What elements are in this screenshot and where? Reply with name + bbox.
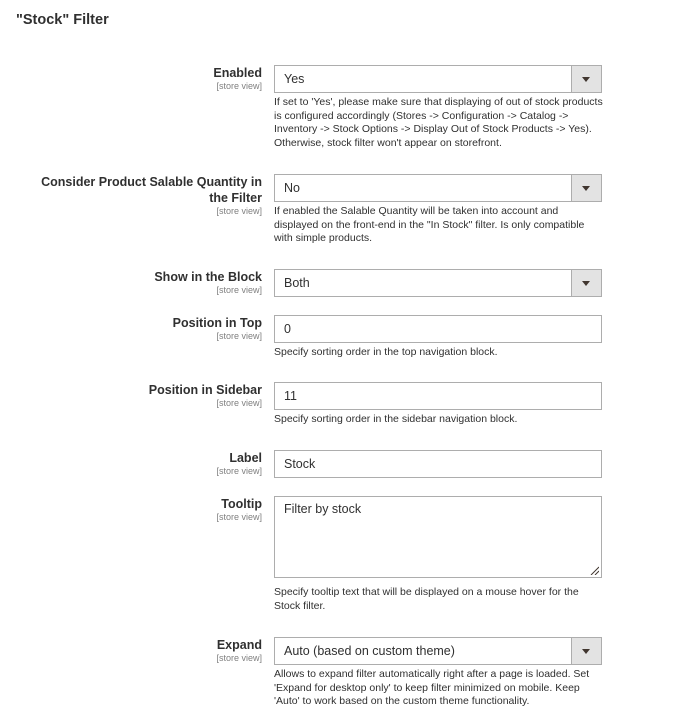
scope-label: [store view] bbox=[216, 81, 262, 91]
scope-label: [store view] bbox=[216, 398, 262, 408]
field-label-tooltip: Tooltip [store view] bbox=[216, 497, 262, 522]
scope-label: [store view] bbox=[216, 206, 262, 216]
position-top-note: Specify sorting order in the top navigation block. bbox=[274, 346, 498, 358]
scope-label: [store view] bbox=[216, 512, 262, 522]
chevron-down-icon[interactable] bbox=[571, 66, 601, 92]
chevron-down-icon[interactable] bbox=[571, 638, 601, 664]
enabled-select[interactable]: Yes bbox=[274, 65, 602, 93]
field-label-position-top: Position in Top [store view] bbox=[172, 316, 262, 341]
scope-label: [store view] bbox=[216, 653, 262, 663]
salable-qty-select[interactable]: No bbox=[274, 174, 602, 202]
field-label-position-sidebar: Position in Sidebar [store view] bbox=[148, 383, 262, 408]
field-label-show-in-block: Show in the Block [store view] bbox=[154, 270, 262, 295]
section-title[interactable]: "Stock" Filter bbox=[16, 12, 109, 28]
scope-label: [store view] bbox=[216, 285, 262, 295]
show-in-block-select[interactable]: Both bbox=[274, 269, 602, 297]
field-label-label: Label [store view] bbox=[216, 451, 262, 476]
resize-grip-icon[interactable] bbox=[589, 565, 599, 575]
position-sidebar-note: Specify sorting order in the sidebar navigation block. bbox=[274, 413, 518, 425]
position-sidebar-input[interactable]: 11 bbox=[274, 382, 602, 410]
enabled-note: If set to 'Yes', please make sure that displaying of out of stock products is configured accordingly (Stores -> Configuration -> Catalog -> Inventory -> Stock Options -> Display Out of Stock Products -> Yes). Otherwise, stock filter won't appear on storefront. bbox=[274, 96, 603, 149]
field-label-salable-qty: Consider Product Salable Quantity in the Filter [store view] bbox=[22, 174, 262, 217]
salable-qty-note: If enabled the Salable Quantity will be taken into account and displayed on the front-end in the "In Stock" filter. Is only compatible with simple products. bbox=[274, 205, 585, 244]
field-label-expand: Expand [store view] bbox=[216, 638, 262, 663]
tooltip-note: Specify tooltip text that will be displayed on a mouse hover for the Stock filter. bbox=[274, 586, 579, 612]
chevron-down-icon[interactable] bbox=[571, 175, 601, 201]
scope-label: [store view] bbox=[216, 466, 262, 476]
expand-select[interactable]: Auto (based on custom theme) bbox=[274, 637, 602, 665]
tooltip-textarea[interactable]: Filter by stock bbox=[274, 496, 602, 578]
position-top-input[interactable]: 0 bbox=[274, 315, 602, 343]
field-label-enabled: Enabled [store view] bbox=[213, 66, 262, 91]
label-input[interactable]: Stock bbox=[274, 450, 602, 478]
chevron-down-icon[interactable] bbox=[571, 270, 601, 296]
expand-note: Allows to expand filter automatically right after a page is loaded. Set 'Expand for desktop only' to keep filter minimized on mobile. Keep 'Auto' to work based on the custom theme functionality. bbox=[274, 668, 590, 707]
scope-label: [store view] bbox=[216, 331, 262, 341]
